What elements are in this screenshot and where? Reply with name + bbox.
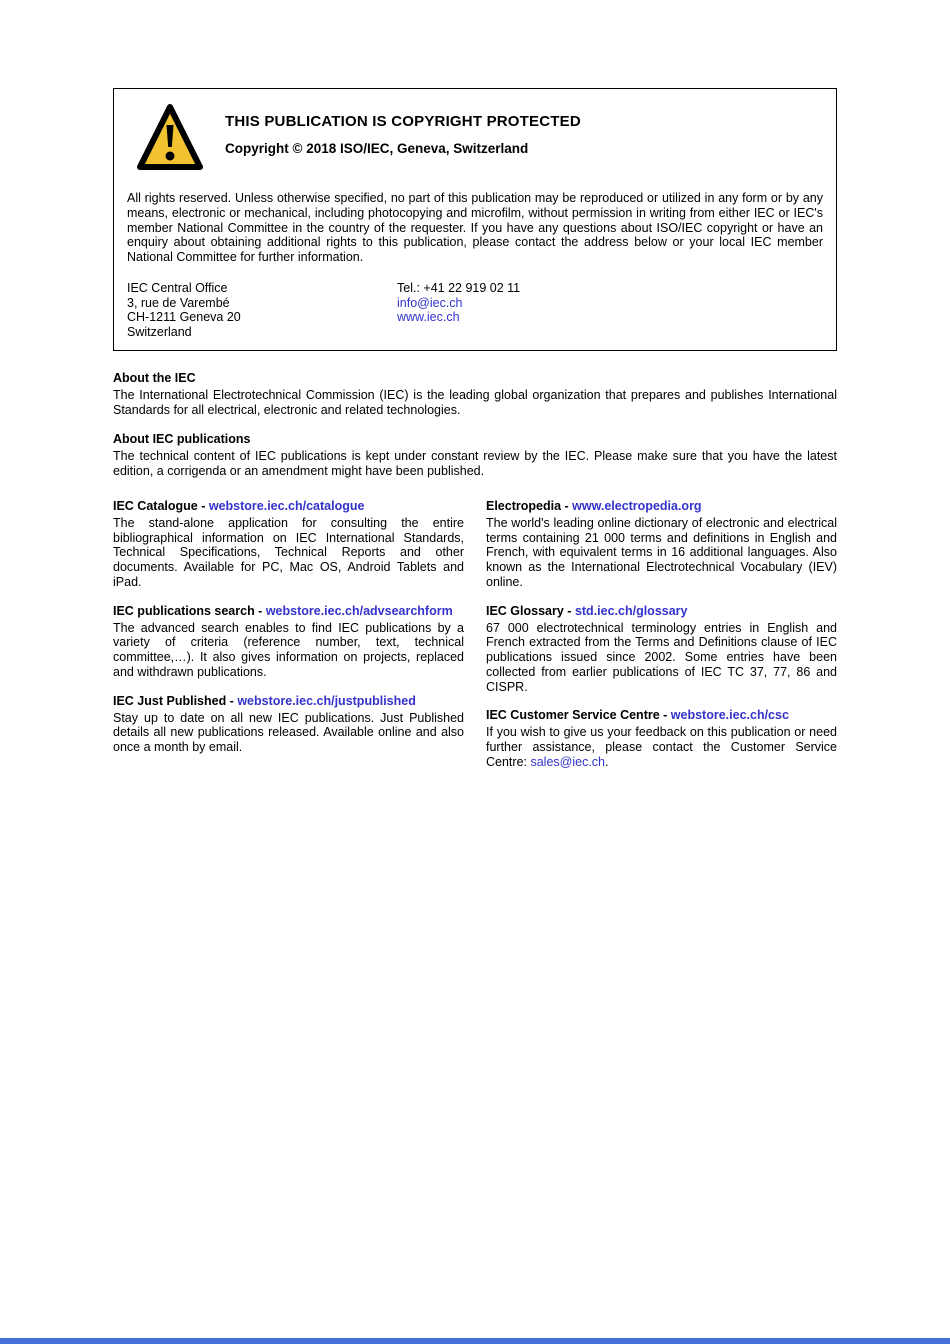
about-publications-section [113, 432, 837, 479]
glossary-link[interactable]: std.iec.ch/glossary [574, 603, 688, 618]
section-body: The advanced search enables to find IEC publications by a variety of criteria (reference number, text, technical committee,…). It also gives information on projects, replaced and withdrawn publications. [113, 620, 464, 679]
website-link[interactable]: www.iec.ch [397, 310, 460, 325]
address-line: IEC Central Office [127, 280, 228, 295]
section-customer-service [486, 708, 837, 769]
csc-link[interactable]: webstore.iec.ch/csc [670, 708, 789, 723]
section-iec-catalogue [113, 499, 464, 590]
about-iec-body: The International Electrotechnical Commission (IEC) is the leading global organization that prepares and publishes International Standards for all electrical, electronic and related technologies. [113, 387, 837, 417]
about-iec-section [113, 371, 837, 418]
section-body: 67 000 electrotechnical terminology entries in English and French extracted from the Terms and Definitions clause of IEC publications issued since 2002. Some entries have been collected from earlier publications of IEC TC 37, 77, 86 and CISPR. [486, 620, 837, 694]
copyright-box-header [137, 103, 823, 177]
justpublished-link[interactable]: webstore.iec.ch/justpublished [237, 693, 416, 708]
copyright-body: All rights reserved. Unless otherwise specified, no part of this publication may be reproduced or utilized in any form or by any means, electronic or mechanical, including photocopying and microfilm, without permission in writing from either IEC or IEC's member National Committee in the country of the requester. If you have any questions about ISO/IEC copyright or have an enquiry about obtaining additional rights to this publication, please contact the address below or your local IEC member National Committee for further information. [127, 191, 823, 264]
address-line: CH-1211 Geneva 20 [127, 310, 241, 325]
address-line: 3, rue de Varembé [127, 295, 230, 310]
section-heading [113, 604, 464, 619]
copyright-box [113, 88, 837, 351]
section-heading [486, 604, 837, 619]
section-heading [486, 708, 837, 723]
resource-column-right [486, 499, 837, 784]
section-title: IEC publications search - [113, 603, 266, 618]
address-contact [397, 281, 823, 340]
resource-columns [113, 499, 837, 784]
section-glossary [486, 604, 837, 695]
section-heading [113, 499, 464, 514]
warning-triangle-icon [137, 103, 203, 177]
section-title: IEC Just Published - [113, 693, 238, 708]
body-text: . [605, 754, 609, 769]
about-publications-body: The technical content of IEC publications is kept under constant review by the IEC. Please make sure that you have the latest edition, a corrigenda or an amendment might have been published. [113, 449, 837, 478]
section-body: The world's leading online dictionary of electronic and electrical terms containing 21 000 terms and definitions in English and French, with equivalent terms in 16 additional languages. Also known as the International Electrotechnical Vocabulary (IEV) online. [486, 515, 837, 589]
section-title: IEC Glossary - [486, 603, 575, 618]
section-body: The stand-alone application for consulting the entire bibliographical information on IEC International Standards, Technical Specifications, Technical Reports and other documents. Available for PC, Mac OS, Android Tablets and iPad. [113, 515, 464, 589]
body-text: If you wish to give us your feedback on this publication or need further assistance, please contact the Customer Service Centre: [486, 725, 837, 769]
email-link[interactable]: info@iec.ch [397, 295, 463, 310]
sales-email-link[interactable]: sales@iec.ch [530, 754, 605, 769]
advsearch-link[interactable]: webstore.iec.ch/advsearchform [265, 603, 453, 618]
phone-number: Tel.: +41 22 919 02 11 [397, 280, 521, 295]
catalogue-link[interactable]: webstore.iec.ch/catalogue [208, 498, 365, 513]
about-publications-heading: About IEC publications [113, 432, 251, 447]
section-just-published [113, 694, 464, 755]
bottom-edge-bar [0, 1338, 950, 1344]
section-electropedia [486, 499, 837, 590]
about-iec-heading: About the IEC [113, 370, 196, 385]
section-body [486, 725, 837, 769]
section-heading [486, 499, 837, 514]
address-postal [127, 281, 397, 340]
section-title: IEC Customer Service Centre - [486, 708, 671, 723]
section-title: IEC Catalogue - [113, 498, 209, 513]
copyright-title: THIS PUBLICATION IS COPYRIGHT PROTECTED [225, 113, 581, 130]
address-line: Switzerland [127, 325, 192, 339]
copyright-subtitle: Copyright © 2018 ISO/IEC, Geneva, Switzerland [225, 141, 529, 156]
section-publications-search [113, 604, 464, 680]
electropedia-link[interactable]: www.electropedia.org [572, 498, 702, 513]
section-title: Electropedia - [486, 498, 573, 513]
resource-column-left [113, 499, 464, 784]
section-body: Stay up to date on all new IEC publications. Just Published details all new publications released. Available online and also once a month by email. [113, 710, 464, 754]
copyright-box-titles [225, 103, 581, 157]
section-heading [113, 694, 464, 709]
address-block [127, 281, 823, 340]
